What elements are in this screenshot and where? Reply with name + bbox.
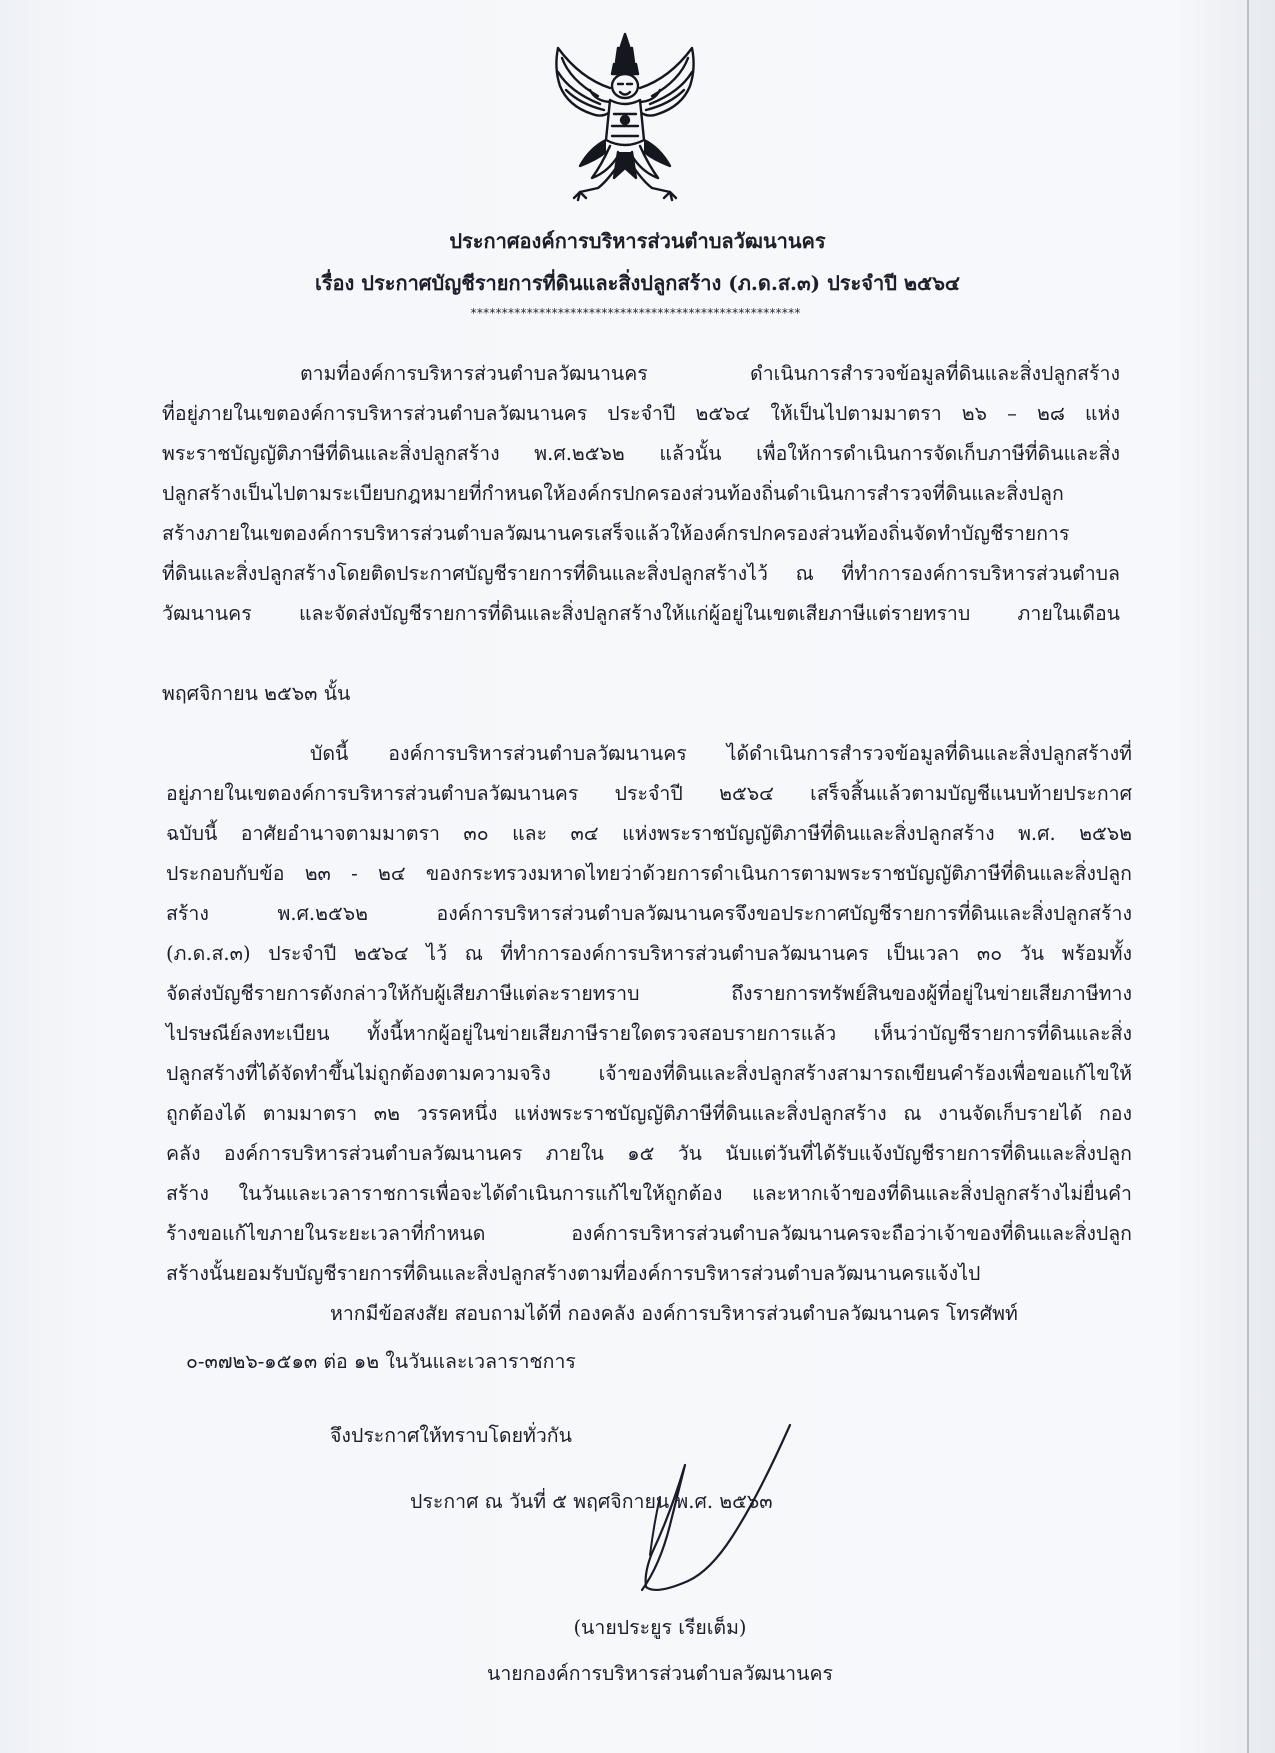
paragraph-line: ตามที่องค์การบริหารส่วนตำบลวัฒนานคร ดำเนินการสำรวจข้อมูลที่ดินและสิ่งปลูกสร้าง bbox=[300, 362, 1120, 385]
announcement-date: ประกาศ ณ วันที่ ๕ พฤศจิกายน พ.ศ. ๒๕๖๓ bbox=[410, 1490, 773, 1513]
garuda-emblem-icon bbox=[540, 28, 710, 208]
paragraph-line: ปลูกสร้างที่ได้จัดทำขึ้นไม่ถูกต้องตามความจริง เจ้าของที่ดินและสิ่งปลูกสร้างสามารถเขียนคำร้องเพื่อขอแก้ไขให้ bbox=[166, 1062, 1132, 1085]
paragraph-line: ไปรษณีย์ลงทะเบียน ทั้งนี้หากผู้อยู่ในข่ายเสียภาษีรายใดตรวจสอบรายการแล้ว เห็นว่าบัญชีรายการที่ดินและสิ่ง bbox=[166, 1022, 1132, 1045]
paragraph-line: อยู่ภายในเขตองค์การบริหารส่วนตำบลวัฒนานคร ประจำปี ๒๕๖๔ เสร็จสิ้นแล้วตามบัญชีแนบท้ายประกาศ bbox=[166, 782, 1132, 805]
paragraph-line: สร้างนั้นยอมรับบัญชีรายการที่ดินและสิ่งปลูกสร้างตามที่องค์การบริหารส่วนตำบลวัฒนานครแจ้งไป bbox=[166, 1262, 981, 1285]
paragraph-line: ถูกต้องได้ ตามมาตรา ๓๒ วรรคหนึ่ง แห่งพระราชบัญญัติภาษีที่ดินและสิ่งปลูกสร้าง ณ งานจัดเก็บรายได้ กอง bbox=[166, 1102, 1132, 1125]
announcement-subject: เรื่อง ประกาศบัญชีรายการที่ดินและสิ่งปลูกสร้าง (ภ.ด.ส.๓) ประจำปี ๒๕๖๔ bbox=[314, 271, 961, 295]
paragraph-line: สร้าง พ.ศ.๒๕๖๒ องค์การบริหารส่วนตำบลวัฒนานครจึงขอประกาศบัญชีรายการที่ดินและสิ่งปลูกสร้าง bbox=[166, 902, 1132, 925]
page-edge-divider bbox=[1247, 0, 1249, 1753]
signature-icon bbox=[630, 1405, 830, 1605]
paragraph-line: พฤศจิกายน ๒๕๖๓ นั้น bbox=[162, 682, 351, 705]
announcement-title: ประกาศองค์การบริหารส่วนตำบลวัฒนานคร bbox=[449, 229, 826, 253]
closing-notice: จึงประกาศให้ทราบโดยทั่วกัน bbox=[330, 1424, 572, 1447]
paragraph-line: ที่ดินและสิ่งปลูกสร้างโดยติดประกาศบัญชีรายการที่ดินและสิ่งปลูกสร้างไว้ ณ ที่ทำการองค์การบริหารส่วนตำบล bbox=[162, 562, 1120, 585]
paragraph-line: (ภ.ด.ส.๓) ประจำปี ๒๕๖๔ ไว้ ณ ที่ทำการองค์การบริหารส่วนตำบลวัฒนานคร เป็นเวลา ๓๐ วัน พร้อมทั้ง bbox=[166, 942, 1132, 965]
paragraph-line: จัดส่งบัญชีรายการดังกล่าวให้กับผู้เสียภาษีแต่ละรายทราบ ถึงรายการทรัพย์สินของผู้ที่อยู่ในข่ายเสียภาษีทาง bbox=[166, 982, 1132, 1005]
title-separator: ***************************************************** bbox=[470, 306, 800, 320]
paragraph-line: ฉบับนี้ อาศัยอำนาจตามมาตรา ๓๐ และ ๓๔ แห่งพระราชบัญญัติภาษีที่ดินและสิ่งปลูกสร้าง พ.ศ. ๒๕๖๒ bbox=[166, 822, 1132, 845]
paragraph-line: วัฒนานคร และจัดส่งบัญชีรายการที่ดินและสิ่งปลูกสร้างให้แก่ผู้อยู่ในเขตเสียภาษีแต่รายทราบ ภายในเดือน bbox=[162, 602, 1120, 625]
paragraph-line: พระราชบัญญัติภาษีที่ดินและสิ่งปลูกสร้าง พ.ศ.๒๕๖๒ แล้วนั้น เพื่อให้การดำเนินการจัดเก็บภาษีที่ดินและสิ่ง bbox=[162, 442, 1120, 465]
paragraph-line: สร้าง ในวันและเวลาราชการเพื่อจะได้ดำเนินการแก้ไขให้ถูกต้อง และหากเจ้าของที่ดินและสิ่งปลูกสร้างไม่ยื่นคำ bbox=[166, 1182, 1132, 1205]
contact-line: หากมีข้อสงสัย สอบถามได้ที่ กองคลัง องค์การบริหารส่วนตำบลวัฒนานคร โทรศัพท์ bbox=[330, 1302, 1018, 1325]
paragraph-line: ที่อยู่ภายในเขตองค์การบริหารส่วนตำบลวัฒนานคร ประจำปี ๒๕๖๔ ให้เป็นไปตามมาตรา ๒๖ – ๒๘ แห่ง bbox=[162, 402, 1120, 425]
paragraph-line: บัดนี้ องค์การบริหารส่วนตำบลวัฒนานคร ได้ดำเนินการสำรวจข้อมูลที่ดินและสิ่งปลูกสร้างที่ bbox=[310, 742, 1132, 765]
signatory-position: นายกองค์การบริหารส่วนตำบลวัฒนานคร bbox=[487, 1662, 833, 1685]
paragraph-line: คลัง องค์การบริหารส่วนตำบลวัฒนานคร ภายใน ๑๕ วัน นับแต่วันที่ได้รับแจ้งบัญชีรายการที่ดินและสิ่งปลูก bbox=[166, 1142, 1132, 1165]
paragraph-line: ร้างขอแก้ไขภายในระยะเวลาที่กำหนด องค์การบริหารส่วนตำบลวัฒนานครจะถือว่าเจ้าของที่ดินและสิ่งปลูก bbox=[166, 1222, 1132, 1245]
signatory-name: (นายประยูร เรียเต็ม) bbox=[573, 1616, 747, 1639]
paragraph-line: สร้างภายในเขตองค์การบริหารส่วนตำบลวัฒนานครเสร็จแล้วให้องค์กรปกครองส่วนท้องถิ่นจัดทำบัญชีรายการ bbox=[162, 522, 1070, 545]
paragraph-line: ประกอบกับข้อ ๒๓ - ๒๔ ของกระทรวงมหาดไทยว่าด้วยการดำเนินการตามพระราชบัญญัติภาษีที่ดินและสิ่งปลูก bbox=[166, 862, 1132, 885]
paragraph-line: ปลูกสร้างเป็นไปตามระเบียบกฎหมายที่กำหนดให้องค์กรปกครองส่วนท้องถิ่นดำเนินการสำรวจที่ดินและสิ่งปลูก bbox=[162, 482, 1064, 505]
contact-line: ๐-๓๗๒๖-๑๕๑๓ ต่อ ๑๒ ในวันและเวลาราชการ bbox=[186, 1350, 576, 1373]
